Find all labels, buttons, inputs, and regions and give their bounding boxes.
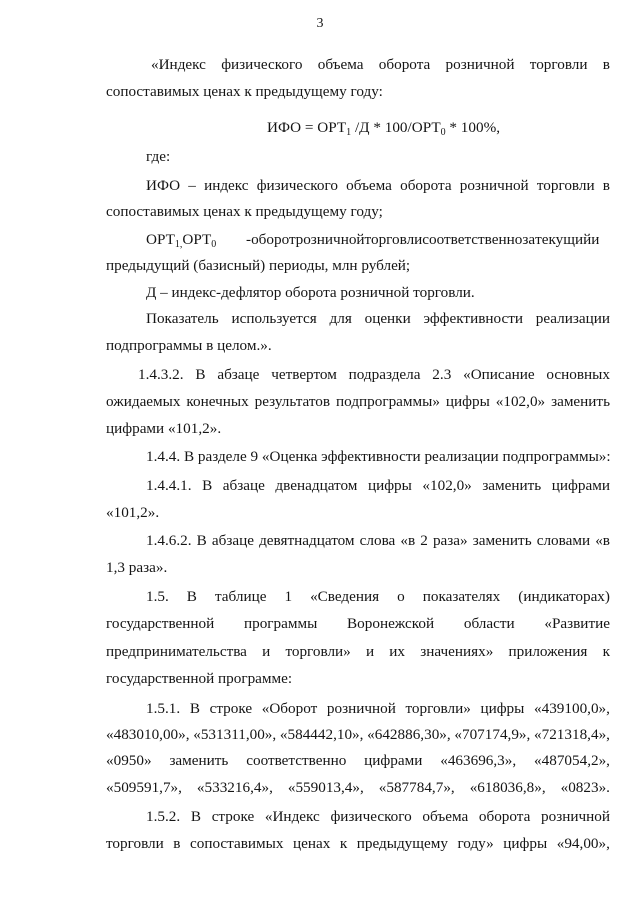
word: «Индекс <box>264 808 320 825</box>
word: «Индекс <box>151 56 206 73</box>
word: оборота <box>478 808 531 825</box>
word: и <box>365 643 375 660</box>
p144-line: 1.4.4. В разделе 9 «Оценка эффективности реализации подпрограммы»: <box>146 448 611 465</box>
word: «Развитие <box>544 615 610 632</box>
word: «0950» <box>106 752 152 769</box>
word: индекс <box>204 177 249 194</box>
word: и <box>591 231 600 248</box>
word: «584442,10», <box>279 726 364 743</box>
word: «531311,00», <box>193 726 277 743</box>
word: физического <box>256 177 338 194</box>
word: для <box>329 310 352 327</box>
word: - <box>246 231 252 248</box>
word: «в <box>400 532 416 549</box>
word: В <box>195 366 206 383</box>
p152-line2 <box>106 835 610 853</box>
word: торговли» <box>285 643 351 660</box>
p1441-line2: «101,2». <box>106 504 160 521</box>
p151-line4 <box>106 779 610 797</box>
word: розничной <box>295 231 365 248</box>
word: реализации <box>535 310 610 327</box>
indicator-line1 <box>146 310 610 328</box>
word: «559013,4», <box>287 779 364 796</box>
word: (индикаторах) <box>518 588 610 605</box>
p15-line3 <box>106 643 610 661</box>
word: заменить <box>472 532 532 549</box>
word: цифры <box>367 477 412 494</box>
word: цифры <box>480 700 525 717</box>
word: области <box>463 615 515 632</box>
word: торговли <box>536 177 595 194</box>
word: абзаце <box>211 532 254 549</box>
word: значениях» <box>420 643 494 660</box>
word: в <box>173 835 181 852</box>
word: «707174,9», <box>454 726 531 743</box>
word: торговли <box>529 56 588 73</box>
word: «102,0» <box>495 393 546 410</box>
word: раза» <box>432 532 468 549</box>
formula-part-c: * 100%, <box>445 119 501 136</box>
word: «463696,3», <box>440 752 517 769</box>
word: заменить <box>551 393 610 410</box>
word: В <box>190 808 201 825</box>
word: о <box>397 588 405 605</box>
word: физического <box>221 56 303 73</box>
word: оборота <box>378 56 431 73</box>
word: ожидаемых <box>106 393 181 410</box>
word: «в <box>595 532 610 549</box>
p151-line1 <box>146 700 610 718</box>
para1-line1 <box>151 56 610 74</box>
word: словами <box>536 532 591 549</box>
word: предпринимательства <box>106 643 247 660</box>
p1432-line3: цифрами «101,2». <box>106 420 222 437</box>
p1432-line1 <box>138 366 610 384</box>
word: двенадцатом <box>275 477 358 494</box>
word: подпрограммы» <box>336 393 440 410</box>
word: «0823». <box>560 779 610 796</box>
word: торговли» <box>405 700 471 717</box>
word: ценах <box>292 835 331 852</box>
word: 2 <box>420 532 428 549</box>
word: оборота <box>400 177 452 194</box>
word: строке <box>209 700 253 717</box>
def2-rest <box>246 231 610 249</box>
word: результатов <box>254 393 331 410</box>
word: «509591,7», <box>106 779 182 796</box>
word: заменить <box>482 477 542 494</box>
word: строке <box>211 808 255 825</box>
word: девятнадцатом <box>259 532 355 549</box>
word: сопоставимых <box>189 835 284 852</box>
word: абзаце <box>222 477 265 494</box>
word: «483010,00», <box>106 726 190 743</box>
word: 1.4.6.2. <box>146 532 192 549</box>
word: «587784,7», <box>378 779 455 796</box>
word: заменить <box>169 752 229 769</box>
word: подраздела <box>348 366 421 383</box>
word: «Сведения <box>310 588 380 605</box>
word: текущий <box>535 231 592 248</box>
word: оценки <box>364 310 411 327</box>
word: ИФО <box>146 177 181 194</box>
formula-sub-0: 0 <box>440 127 446 138</box>
word: государственной <box>106 615 215 632</box>
def2-symbols: $ОРТ_{1,}ОРТ_0$ <box>146 231 217 250</box>
word: В <box>189 700 200 717</box>
formula-part-a: ИФО = ОРТ <box>267 119 347 136</box>
word: цифры <box>445 393 490 410</box>
word: слова <box>359 532 396 549</box>
word: Воронежской <box>347 615 435 632</box>
word: четвертом <box>271 366 337 383</box>
word: приложения <box>508 643 588 660</box>
word: розничной <box>445 56 515 73</box>
word: объема <box>317 56 364 73</box>
word: 1 <box>284 588 293 605</box>
def2-line1 <box>146 231 610 249</box>
word: «533216,4», <box>196 779 273 796</box>
word: показателях <box>422 588 501 605</box>
word: 1.4.3.2. <box>138 366 184 383</box>
word: цифрами <box>551 477 610 494</box>
word: «721318,4», <box>534 726 610 743</box>
word: основных <box>546 366 610 383</box>
word: В <box>202 477 213 494</box>
word: В <box>186 588 197 605</box>
word: «94,00», <box>556 835 610 852</box>
formula-sub-1: 1 <box>346 127 352 138</box>
word: к <box>602 643 610 660</box>
p1462-line2: 1,3 раза». <box>106 559 168 576</box>
word: абзаце <box>217 366 260 383</box>
word: цифрами <box>364 752 423 769</box>
p152-line1 <box>146 808 610 826</box>
word: – <box>188 177 196 194</box>
word: соответственно <box>246 752 347 769</box>
word: соответственно <box>422 231 523 248</box>
word: году» <box>457 835 494 852</box>
para1-line2: сопоставимых ценах к предыдущему году: <box>106 83 383 100</box>
word: розничной <box>459 177 529 194</box>
word: торговли <box>106 835 164 852</box>
p15-line2 <box>106 615 610 633</box>
p1432-line2 <box>106 393 610 411</box>
formula-part-b: /Д * 100/ОРТ <box>351 119 441 136</box>
p15-line1 <box>146 588 610 606</box>
formula <box>267 119 500 137</box>
word: 1.5.1. <box>146 700 181 717</box>
word: розничной <box>326 700 396 717</box>
def1-line2: сопоставимых ценах к предыдущему году; <box>106 203 383 220</box>
word: 2.3 <box>432 366 452 383</box>
word: «439100,0», <box>534 700 610 717</box>
word: эффективности <box>423 310 523 327</box>
p1441-line1 <box>146 477 610 495</box>
word: оборот <box>251 231 296 248</box>
word: программы <box>243 615 318 632</box>
word: таблице <box>214 588 267 605</box>
word: розничной <box>541 808 610 825</box>
word: объема <box>346 177 392 194</box>
word: «Оборот <box>261 700 318 717</box>
word: в <box>602 56 610 73</box>
word: используется <box>231 310 317 327</box>
p1462-line1 <box>146 532 610 550</box>
word: и <box>262 643 271 660</box>
word: В <box>196 532 207 549</box>
word: цифры <box>503 835 548 852</box>
word: «Описание <box>463 366 535 383</box>
word: их <box>389 643 406 660</box>
def2-line2: предыдущий (базисный) периоды, млн рублей; <box>106 257 411 274</box>
word: 1.4.4.1. <box>146 477 192 494</box>
def1-line1 <box>146 177 610 195</box>
word: конечных <box>186 393 249 410</box>
word: за <box>522 231 536 248</box>
word: в <box>602 177 610 194</box>
p151-line2 <box>106 726 610 744</box>
word: к <box>339 835 348 852</box>
word: объема <box>422 808 469 825</box>
word: «102,0» <box>422 477 472 494</box>
word: 1.5.2. <box>146 808 181 825</box>
word: «642886,30», <box>367 726 451 743</box>
p15-line4: государственной программе: <box>106 670 293 687</box>
word: торговли <box>364 231 423 248</box>
word: 1.5. <box>146 588 169 605</box>
word: Показатель <box>146 310 219 327</box>
p151-line3 <box>106 752 610 770</box>
word: «487054,2», <box>534 752 610 769</box>
word: «618036,8», <box>469 779 546 796</box>
word: физического <box>330 808 412 825</box>
def3-line: Д – индекс-дефлятор оборота розничной торговли. <box>146 284 475 301</box>
indicator-line2: подпрограммы в целом.». <box>106 337 272 354</box>
page-number: 3 <box>316 16 324 31</box>
word: предыдущему <box>356 835 448 852</box>
where-label: где: <box>146 148 171 165</box>
